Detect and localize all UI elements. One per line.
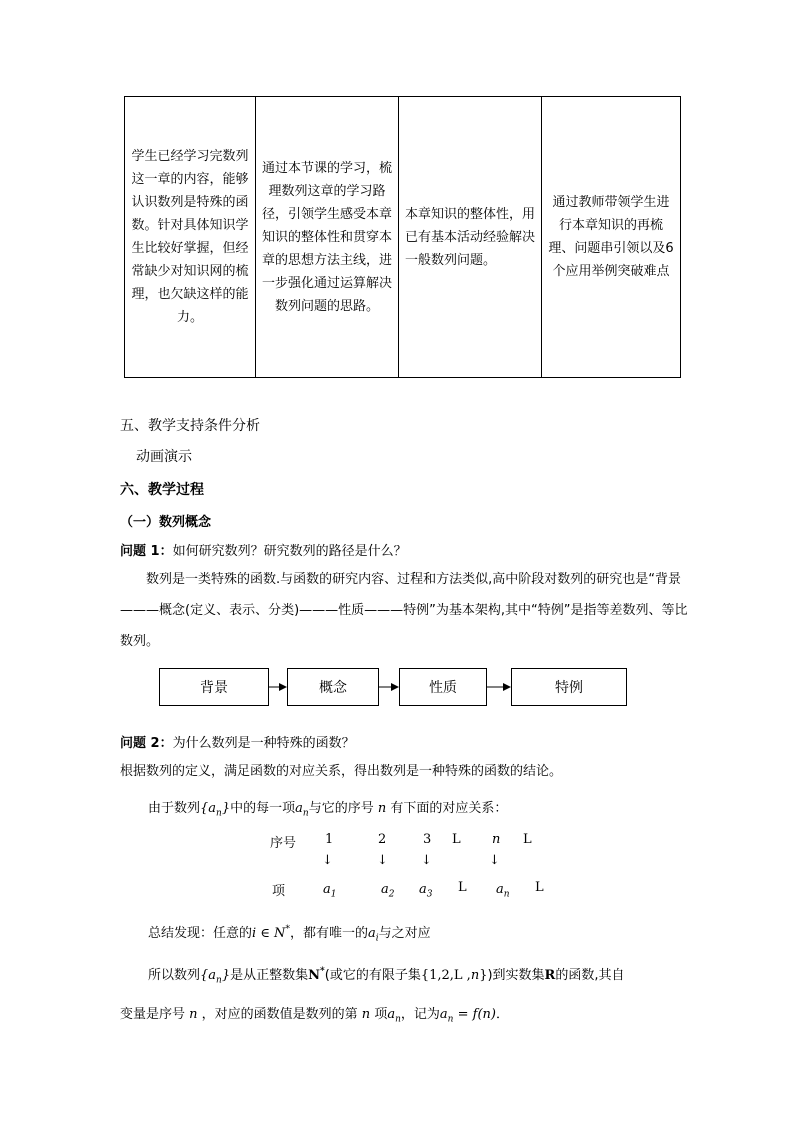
question-2-paragraph: 根据数列的定义，满足函数的对应关系，得出数列是一种特殊的函数的结论。 — [120, 764, 563, 779]
text-fragment: 所以数列 — [148, 968, 201, 983]
mapping-an: $a_n$ — [496, 882, 510, 900]
question-1-paragraph: 数列是一类特殊的函数.与函数的研究内容、过程和方法类似,高中阶段对数列的研究也是“背景———概念(定义、表示、分类)———性质———特例”为基本架构,其中“特例”是指等差数列、等比数列。 — [120, 572, 688, 649]
text-fragment: 变量是序号 — [120, 1007, 186, 1022]
text-fragment: 中的每一项 — [230, 801, 296, 816]
finite-subset: {1,2,L ,n} — [420, 968, 488, 983]
mapping-dots-4: L — [535, 880, 544, 895]
term-symbol: $a_n$ — [295, 801, 309, 819]
summary-line — [148, 922, 431, 944]
text-fragment: 有下面的对应关系： — [390, 801, 508, 816]
text-fragment: 总结发现：任意的 — [148, 926, 253, 941]
set-n-star: N* — [308, 966, 325, 983]
arrow-down-icon: ↓ — [489, 853, 500, 868]
flow-box-concept: 概念 — [287, 668, 379, 706]
mapping-a1: $a_1$ — [323, 882, 337, 900]
question-1-text: 如何研究数列？研究数列的路径是什么？ — [172, 544, 407, 559]
question-2-text: 为什么数列是一种特殊的函数？ — [172, 736, 355, 751]
arrow-down-icon: ↓ — [421, 853, 432, 868]
text-fragment: )到实数集 — [487, 968, 545, 983]
section6-title: 六、教学过程 — [120, 482, 204, 498]
flow-box-background: 背景 — [159, 668, 269, 706]
mapping-dots-2: L — [523, 832, 532, 847]
question-2 — [120, 732, 355, 751]
mapping-dots-1: L — [452, 832, 461, 847]
mapping-nn: n — [492, 832, 501, 847]
mapping-a3: $a_3$ — [419, 882, 433, 900]
text-fragment: 是从正整数集 — [230, 968, 309, 983]
mapping-a2: $a_2$ — [381, 882, 395, 900]
mapping-label-term: 项 — [272, 884, 286, 899]
cell-text: 学生已经学习完数列这一章的内容，能够认识数列是特殊的函数。针对具体知识学生比较好掌握，但经常缺少对知识网的梳理，也欠缺这样的能力。 — [131, 149, 249, 325]
text-fragment: ． — [495, 1007, 509, 1022]
text-fragment: 由于数列 — [148, 801, 201, 816]
term-symbol: $a_n$ — [387, 1007, 401, 1025]
mapping-n3: 3 — [423, 832, 432, 847]
variable-n: n — [185, 1007, 202, 1022]
text-fragment: 的函数,其自 — [555, 968, 625, 983]
cell-text: 本章知识的整体性，用已有基本活动经验解决一般数列问题。 — [405, 206, 536, 268]
flow-box-special: 特例 — [511, 668, 627, 706]
text-fragment: ，对应的函数值是数列的第 — [201, 1007, 358, 1022]
section5-title: 五、教学支持条件分析 — [120, 418, 260, 434]
mapping-n2: 2 — [378, 832, 387, 847]
text-fragment: 与它的序号 — [308, 801, 374, 816]
arrow-down-icon: ↓ — [322, 853, 333, 868]
mapping-n1: 1 — [325, 832, 334, 847]
set-r: R — [544, 968, 556, 983]
conclusion-line-1 — [148, 964, 625, 986]
mapping-intro — [148, 797, 507, 819]
text-fragment: 与之对应 — [378, 926, 431, 941]
variable-n: n — [357, 1007, 375, 1022]
flow-box-property: 性质 — [399, 668, 487, 706]
conclusion-line-2 — [120, 1003, 509, 1025]
sequence-symbol: $\{a_n\}$ — [200, 801, 231, 819]
cell-text: 通过教师带领学生进行本章知识的再梳理、问题串引领以及6个应用举例突破难点 — [548, 195, 674, 279]
arrow-down-icon: ↓ — [377, 853, 388, 868]
text-fragment: (或它的有限子集 — [324, 968, 421, 983]
section5-content: 动画演示 — [136, 449, 192, 465]
text-fragment: ，都有唯一的 — [289, 926, 368, 941]
text-fragment: 项 — [374, 1007, 388, 1022]
section6-subtitle: （一）数列概念 — [120, 515, 212, 530]
index-symbol: n — [373, 801, 391, 816]
mapping-label-index: 序号 — [270, 836, 297, 851]
question-1-label: 问题 1： — [120, 544, 173, 559]
formula-ai: $a_i$ — [367, 926, 379, 944]
cell-text: 通过本节课的学习，梳理数列这章的学习路径，引领学生感受本章知识的整体性和贯穿本章的思想方法主线，进一步强化通过运算解决数列问题的思路。 — [262, 160, 393, 314]
formula-an-fn: $a_n = f(n)$ — [439, 1007, 496, 1025]
text-fragment: ，记为 — [400, 1007, 440, 1022]
question-2-label: 问题 2： — [120, 736, 173, 751]
mapping-dots-3: L — [458, 880, 467, 895]
sequence-symbol: $\{a_n\}$ — [200, 968, 231, 986]
formula-i-in-n: i ∈ N* — [252, 924, 290, 941]
